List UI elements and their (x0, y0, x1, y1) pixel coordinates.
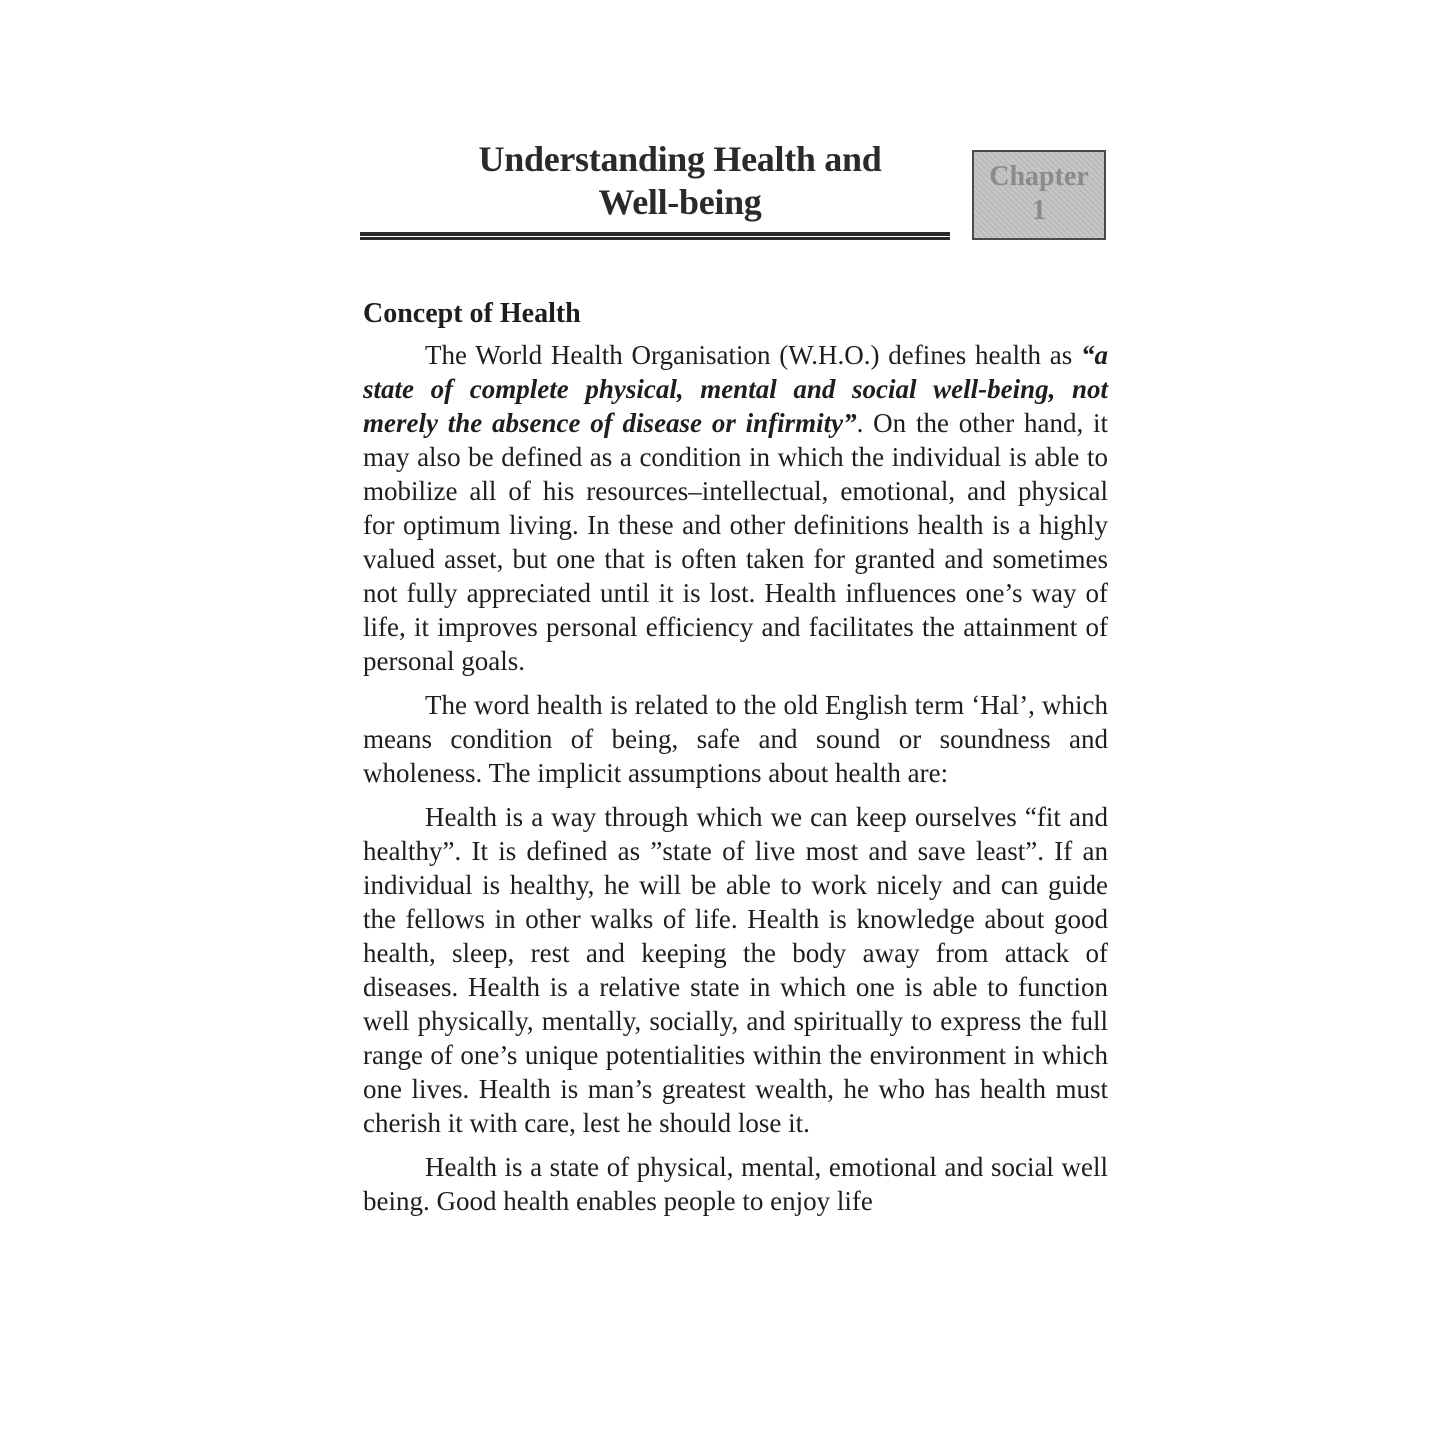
chapter-title (400, 138, 960, 224)
header-double-rule (360, 232, 950, 240)
section-heading: Concept of Health (363, 298, 581, 329)
who-quote: “a state of complete physical, mental and social well-being, not merely the absence of disease or infirmity” (363, 340, 1108, 438)
paragraph-1-rest: . On the other hand, it may also be defined as a condition in which the individual is able to mobilize all of his resources–intellectual, emotional, and physical for optimum living. In these and other definitions health is a highly valued asset, but one that is often taken for granted and sometimes not fully appreciated until it is lost. Health influences one’s way of life, it improves personal efficiency and facilitates the attainment of personal goals. (363, 408, 1108, 676)
paragraph-who-definition (363, 338, 1108, 678)
chapter-badge-label: Chapter (989, 161, 1089, 192)
chapter-header (360, 138, 1110, 258)
paragraph-word-origin: The word health is related to the old English term ‘Hal’, which means condition of being, safe and sound or soundness and wholeness. The implicit assumptions about health are: (363, 690, 1108, 788)
chapter-title-line-1: Understanding Health and (478, 139, 882, 179)
paragraph-health-state: Health is a state of physical, mental, emotional and social well being. Good health enables people to enjoy life (363, 1152, 1108, 1216)
page-body (363, 296, 1108, 1228)
chapter-badge-number: 1 (1032, 195, 1046, 226)
chapter-title-line-2: Well-being (598, 182, 762, 222)
chapter-badge (972, 150, 1106, 240)
paragraph-1-intro: The World Health Organisation (W.H.O.) defines health as (425, 340, 1081, 370)
paragraph-health-way: Health is a way through which we can keep ourselves “fit and healthy”. It is defined as ”state of live most and save least”. If an individual is healthy, he will be able to work nicely and can guide the fellows in other walks of life. Health is knowledge about good health, sleep, rest and keeping the body away from attack of diseases. Health is a relative state in which one is able to function well physically, mentally, socially, and spiritually to express the full range of one’s unique potentialities within the environment in which one lives. Health is man’s greatest wealth, he who has health must cherish it with care, lest he should lose it. (363, 802, 1108, 1138)
